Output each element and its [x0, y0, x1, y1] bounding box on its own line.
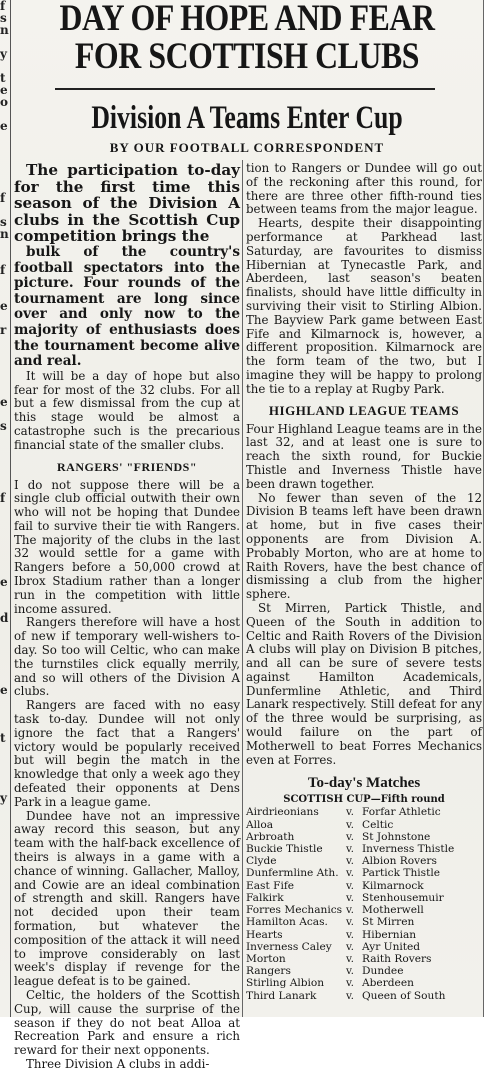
fixture-versus: v. [345, 940, 355, 953]
edge-char: e [0, 395, 8, 409]
fixture-away-team: St Mirren [362, 916, 415, 929]
left-edge-cut-text [0, 0, 9, 1017]
edge-char: o [0, 95, 9, 109]
paragraph: It will be a day of hope but also fear for most of the 32 clubs. For all but a few dismissal from the cup at this stage would be almost a catastrophe such is the precarious financial state of the smaller clubs. [14, 368, 240, 452]
fixture-away-team: Stenhousemuir [362, 891, 444, 904]
headline-line-1: DAY OF HOPE AND FEAR [59, 0, 435, 39]
fixture-away-team: Raith Rovers [362, 952, 432, 965]
fixture-versus: v. [345, 891, 355, 904]
headline-divider [55, 88, 435, 90]
edge-char [0, 648, 9, 660]
edge-char [0, 744, 9, 756]
edge-char: n [0, 227, 9, 241]
edge-char: t [0, 731, 6, 745]
fixture-home-team: Morton [246, 952, 286, 965]
edge-char [0, 468, 9, 480]
fixtures-subtitle: SCOTTISH CUP—Fifth round [283, 794, 445, 806]
fixture-away-team: St Johnstone [362, 830, 431, 843]
fixture-home-team: Inverness Caley [246, 940, 332, 953]
edge-char: e [0, 83, 8, 97]
fixture-row [246, 916, 482, 928]
byline: BY OUR FOOTBALL CORRESPONDENT [109, 140, 385, 155]
edge-char: f [0, 491, 6, 505]
paragraph: Hearts, despite their disappointing performance at Parkhead last Saturday, are favourites to dismiss Hibernian at Tynecastle Park, and Aberdeen, last season's beaten finalists, should have little difficulty in surviving their visit to Stirling Albion. The Bayview Park game between East Fife and Kilmarnock is, however, a different proposition. Kilmarnock are the form team of the two, but I imagine they will be happy to prolong the tie to a replay at Rugby Park. [246, 216, 482, 396]
edge-char [0, 768, 9, 780]
edge-char [0, 696, 9, 708]
edge-char: f [0, 263, 6, 277]
fixture-home-team: Buckie Thistle [246, 843, 323, 856]
fixture-versus: v. [345, 928, 355, 941]
fixture-row [246, 965, 482, 977]
lead-paragraph: The participation to-day for the first time this season of the Division A clubs in the Scottish Cup competition brings the [14, 161, 240, 246]
fixture-row [246, 855, 482, 867]
edge-char [0, 624, 9, 636]
fixture-versus: v. [345, 830, 355, 843]
paragraph: Four Highland League teams are in the last 32, and at least one is sure to reach the sixth round, for Buckie Thistle and Inverness Thistle have been drawn together. [246, 421, 482, 491]
paragraph: Three Division A clubs in addi- [26, 1056, 210, 1071]
fixture-versus: v. [345, 965, 355, 978]
fixture-row [246, 867, 482, 879]
fixture-away-team: Forfar Athletic [362, 806, 441, 819]
fixture-row [246, 929, 482, 941]
fixture-away-team: Hibernian [362, 928, 417, 941]
fixture-versus: v. [345, 818, 355, 831]
fixture-away-team: Inverness Thistle [362, 843, 455, 856]
fixture-home-team: Falkirk [246, 891, 284, 904]
edge-char: y [0, 47, 7, 61]
paragraph: tion to Rangers or Dundee will go out of the reckoning after this round, for there are three other fifth-round ties between teams from the major league. [246, 161, 482, 217]
fixture-home-team: Clyde [246, 855, 277, 868]
fixture-home-team: Rangers [246, 965, 291, 978]
fixture-row [246, 941, 482, 953]
paragraph: Rangers therefore will have a host of new if temporary well-wishers to-day. So too will Celtic, who can make the turnstiles click equally merrily, and so will others of the Division A clubs. [14, 615, 240, 699]
edge-char: s [0, 215, 7, 229]
fixture-home-team: Hamilton Acas. [246, 916, 328, 929]
fixtures-box [246, 773, 482, 1001]
edge-char: e [0, 119, 8, 133]
edge-char [0, 504, 9, 516]
column-divider [242, 160, 243, 1017]
section-heading: RANGERS' "FRIENDS" [56, 459, 197, 474]
headline-line-2: FOR SCOTTISH CLUBS [74, 36, 420, 77]
fixture-versus: v. [345, 952, 355, 965]
edge-char [0, 756, 9, 768]
fixtures-title: To-day's Matches [307, 775, 421, 792]
paragraph: Celtic, the holders of the Scottish Cup, will cause the surprise of the season if they do not beat Alloa at Recreation Park and ensure a rich reward for their next opponents. [14, 987, 240, 1058]
fixture-away-team: Dundee [362, 965, 404, 978]
edge-char: s [0, 419, 7, 433]
edge-char: f [0, 191, 6, 205]
left-column-rule [10, 0, 11, 1017]
edge-char: e [0, 299, 8, 313]
fixture-away-team: Motherwell [362, 904, 424, 917]
fixture-row [246, 904, 482, 916]
edge-char [0, 372, 9, 384]
fixture-versus: v. [345, 916, 355, 929]
paragraph: I do not suppose there will be a single club official outwith their own who will not be hoping that Dundee fail to survive their tie with Rangers. The majority of the clubs in the last 32 would settle for a game with Rangers before a 50,000 crowd at Ibrox Stadium rather than a longer run in the competition with little income assured. [14, 477, 240, 616]
edge-char [0, 636, 9, 648]
edge-char [0, 276, 9, 288]
edge-char: d [0, 611, 9, 625]
right-edge-strip [484, 0, 496, 1017]
edge-char [0, 432, 9, 444]
edge-char [0, 528, 9, 540]
edge-char: f [0, 0, 6, 13]
article-column-2 [246, 162, 482, 1017]
edge-char [0, 156, 9, 168]
right-column-rule [483, 0, 484, 1017]
edge-char: s [0, 11, 7, 25]
lead-paragraph-continued: bulk of the country's football spectators into the picture. Four rounds of the tournament are long since over and only now to the majority of enthusiasts does the tournament become alive and real. [14, 243, 240, 370]
fixture-versus: v. [345, 879, 355, 892]
edge-char [0, 444, 9, 456]
edge-char: e [0, 575, 8, 589]
edge-char [0, 348, 9, 360]
edge-char [0, 360, 9, 372]
edge-char: y [0, 791, 7, 805]
fixture-row [246, 806, 482, 818]
edge-char [0, 708, 9, 720]
subheadline: Division A Teams Enter Cup [91, 100, 403, 136]
fixture-home-team: Alloa [246, 818, 274, 831]
fixture-home-team: East Fife [246, 879, 295, 892]
edge-char [0, 240, 9, 252]
article-column-1 [14, 161, 240, 1071]
paragraph: Rangers are faced with no easy task to-day. Dundee will not only ignore the fact that a Rangers' victory would be popularly received but will begin the match in the knowledge that only a week ago they defeated their opponents at Dens Park in a league game. [14, 698, 240, 809]
fixture-away-team: Queen of South [362, 989, 446, 1002]
fixture-home-team: Stirling Albion [246, 977, 325, 990]
edge-char [0, 168, 9, 180]
fixture-away-team: Aberdeen [362, 977, 414, 990]
fixture-row [246, 953, 482, 965]
fixture-versus: v. [345, 977, 355, 990]
fixture-row [246, 831, 482, 843]
fixture-row [246, 880, 482, 892]
fixture-row [246, 843, 482, 855]
edge-char: n [0, 23, 9, 37]
edge-char: e [0, 683, 8, 697]
fixture-versus: v. [345, 989, 355, 1002]
fixture-away-team: Partick Thistle [362, 867, 441, 880]
fixture-away-team: Celtic [362, 818, 394, 831]
edge-char [0, 456, 9, 468]
fixture-away-team: Kilmarnock [362, 879, 424, 892]
edge-char [0, 132, 9, 144]
edge-char [0, 660, 9, 672]
edge-char: r [0, 323, 7, 337]
edge-char [0, 144, 9, 156]
fixture-away-team: Albion Rovers [362, 855, 437, 868]
paragraph: Dundee have not an impressive away record this season, but any team with the half-back excellence of theirs is always in a game with a chance of winning. Gallacher, Malloy, and Cowie are an ideal combination of strength and skill. Rangers have not decided upon their team formation, but whatever the composition of the attack it will need to improve considerably on last week's display if revenge for the league defeat is to be gained. [14, 808, 240, 989]
edge-char [0, 540, 9, 552]
fixture-row [246, 892, 482, 904]
fixture-versus: v. [345, 806, 355, 819]
fixture-home-team: Arbroath [246, 830, 295, 843]
fixture-away-team: Ayr United [362, 940, 421, 953]
edge-char [0, 516, 9, 528]
fixture-versus: v. [345, 843, 355, 856]
fixture-versus: v. [345, 855, 355, 868]
paragraph: No fewer than seven of the 12 Division B teams left have been drawn at home, but in five cases their opponents are from Division A. Probably Morton, who are at home to Raith Rovers, have the best chance of dismissing a club from the higher sphere. [246, 490, 482, 602]
fixture-row [246, 819, 482, 831]
fixture-list [246, 806, 482, 1001]
edge-char: t [0, 71, 6, 85]
fixture-row [246, 990, 482, 1002]
fixture-home-team: Airdrieonians [246, 806, 319, 819]
fixture-home-team: Forres Mechanics [246, 904, 343, 917]
section-heading: HIGHLAND LEAGUE TEAMS [268, 402, 460, 418]
fixture-row [246, 977, 482, 989]
edge-char [0, 336, 9, 348]
edge-char [0, 552, 9, 564]
fixture-home-team: Hearts [246, 928, 283, 941]
edge-char [0, 588, 9, 600]
paragraph: St Mirren, Partick Thistle, and Queen of the South in addition to Celtic and Raith Rovers of the Division A clubs will play on Division B pitches, and all can be sure of severe tests against Hamilton Academicals, Dunfermline Athletic, and Third Lanark respectively. Still defeat for any of the three would be surprising, as would failure on the part of Motherwell to beat Forres Mechanics even at Forres. [246, 600, 482, 767]
fixture-versus: v. [345, 867, 355, 880]
fixture-versus: v. [345, 904, 355, 917]
fixture-home-team: Dunfermline Ath. [246, 867, 339, 880]
fixture-home-team: Third Lanark [246, 989, 317, 1002]
